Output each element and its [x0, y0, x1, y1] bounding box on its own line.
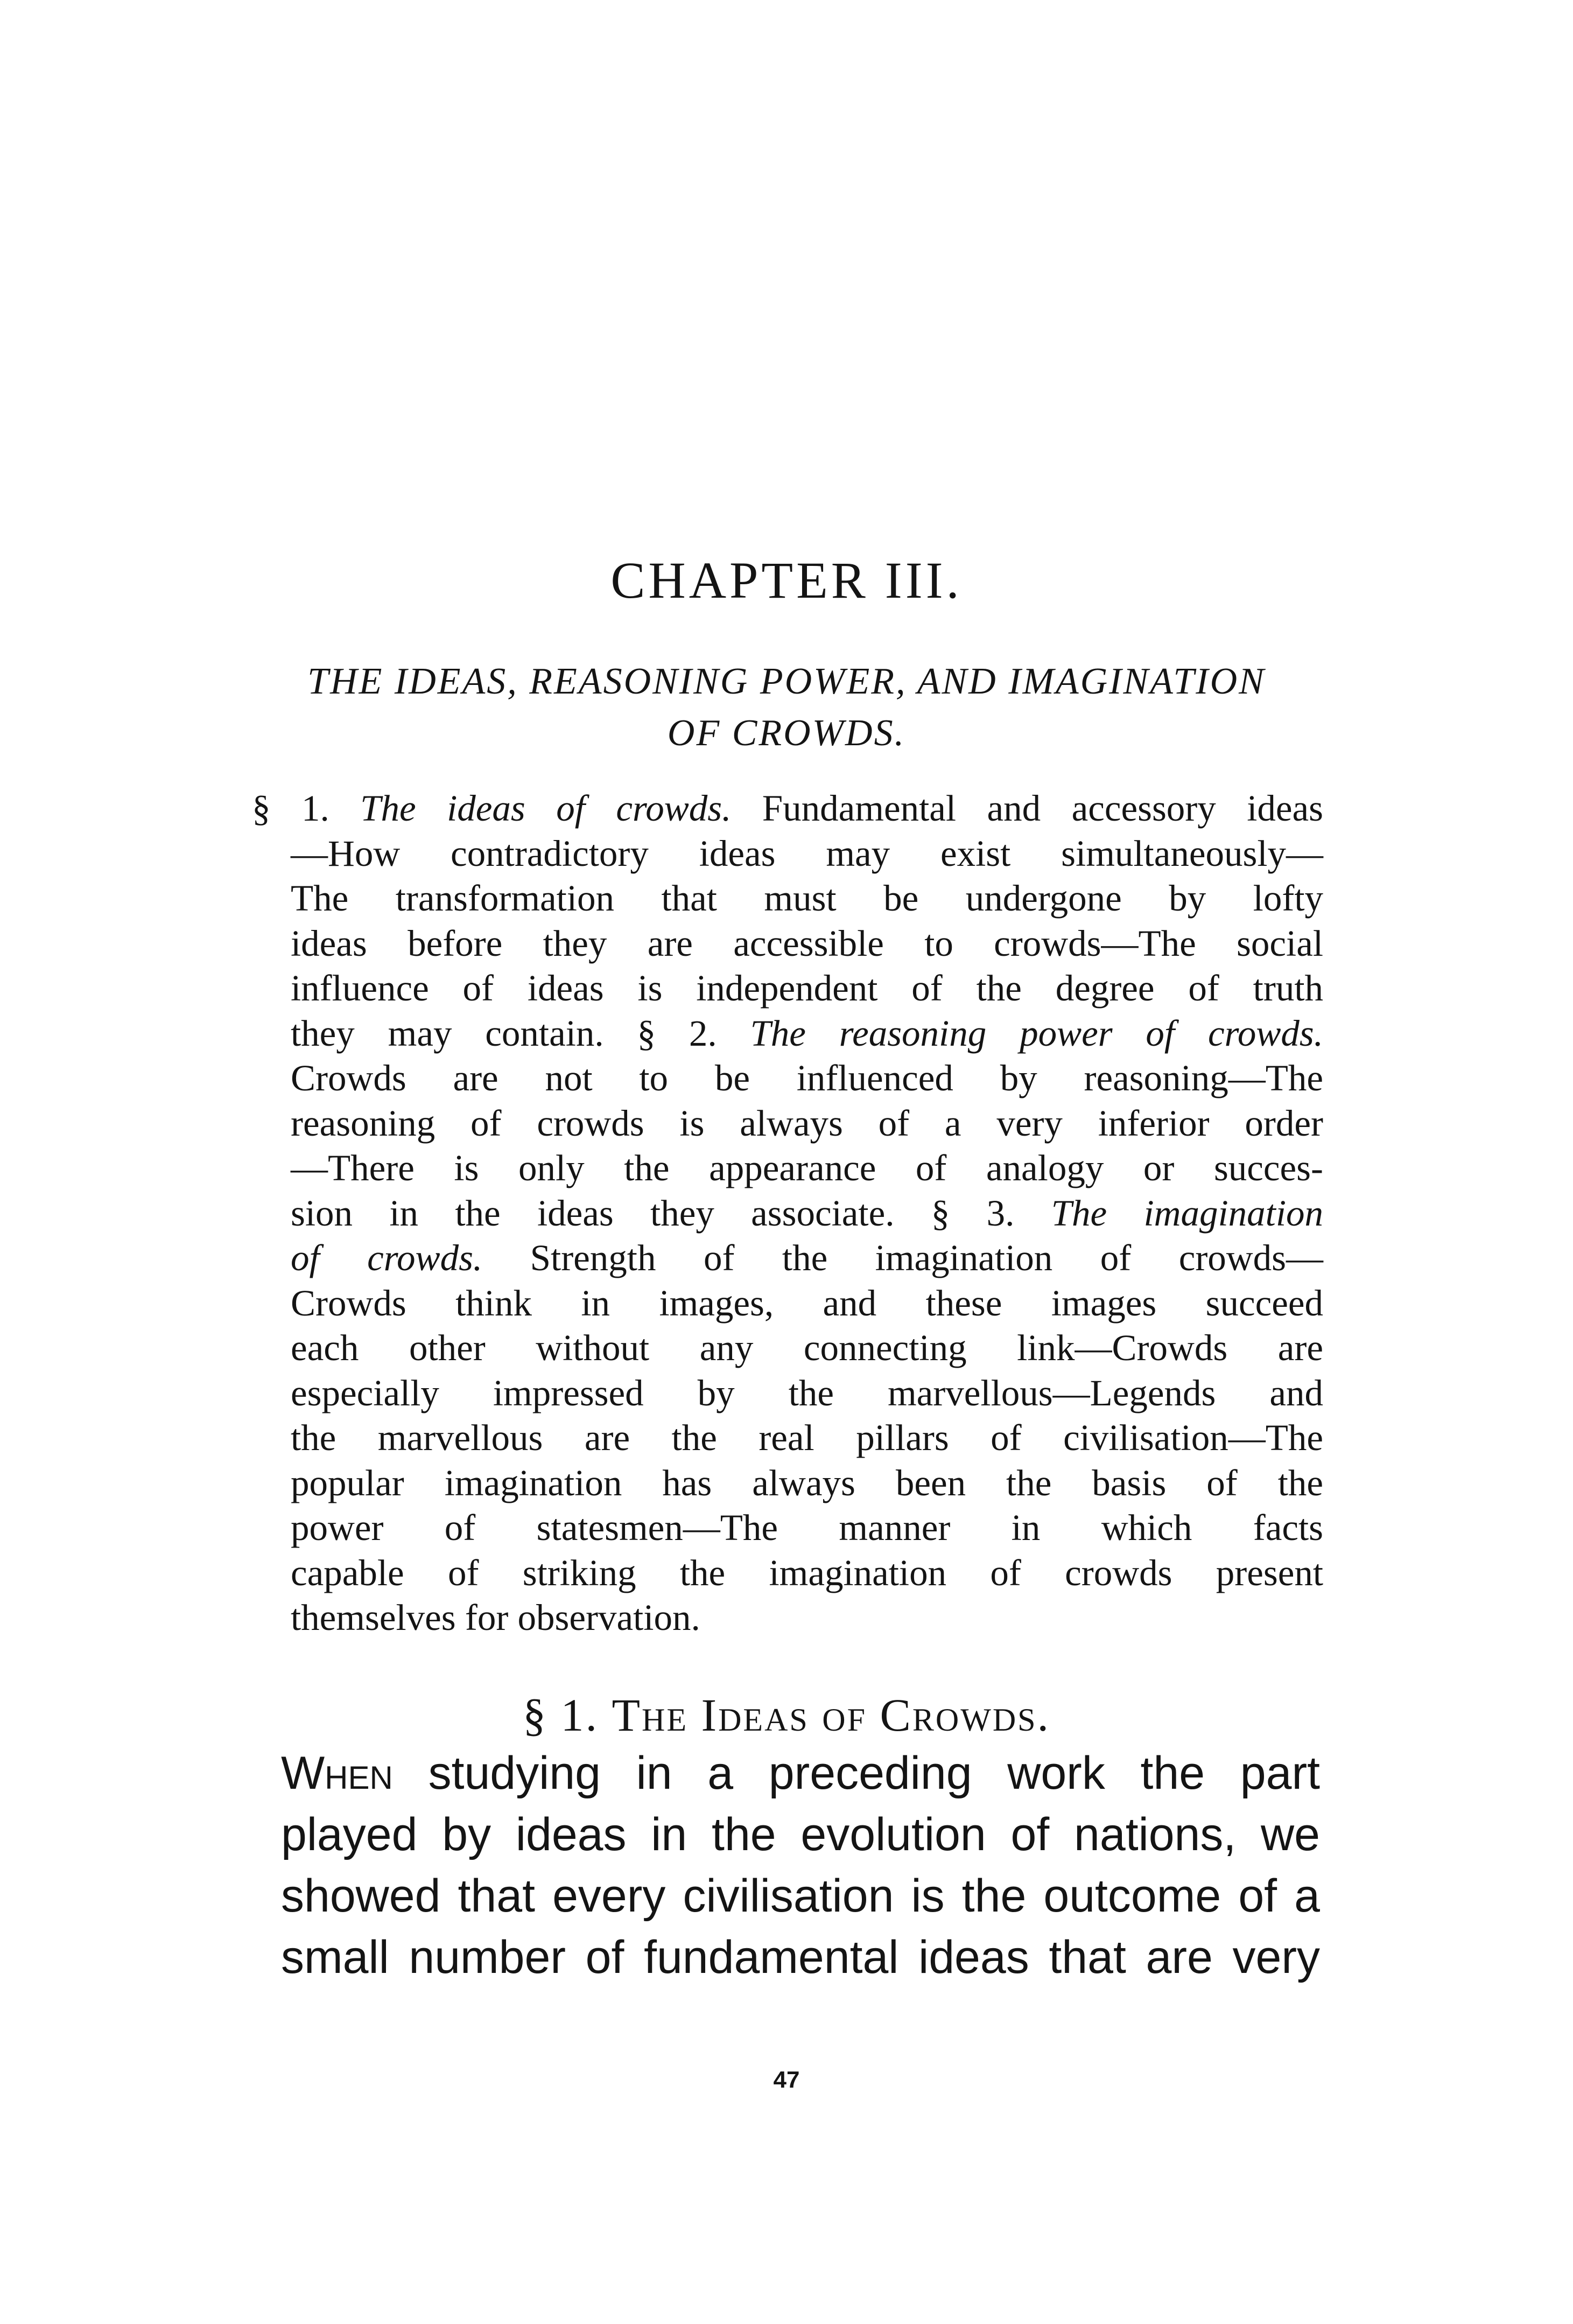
body-text — [281, 1742, 1320, 1988]
summary-topic-title: of crowds. — [291, 1237, 483, 1278]
summary-line — [291, 1056, 1323, 1101]
summary-line — [252, 786, 1323, 831]
body-line: showed that every civilisation is the outcome of a — [281, 1870, 1320, 1922]
summary-text: reasoning of crowds is always of a very inferior order — [291, 1102, 1323, 1144]
summary-text: especially impressed by the marvellous—Legends and — [291, 1372, 1323, 1413]
summary-text: Crowds think in images, and these images succeed — [291, 1282, 1323, 1324]
summary-line — [291, 966, 1323, 1011]
summary-text: the marvellous are the real pillars of civilisation—The — [291, 1417, 1323, 1458]
summary-text: —How contradictory ideas may exist simultaneously— — [291, 832, 1323, 874]
summary-line — [291, 1416, 1323, 1461]
summary-topic-title: The reasoning power of crowds. — [750, 1012, 1323, 1054]
chapter-summary — [252, 786, 1324, 1641]
summary-line — [291, 921, 1323, 967]
summary-line — [291, 1595, 1323, 1641]
summary-line — [291, 1101, 1323, 1146]
summary-text: —There is only the appearance of analogy or succes- — [291, 1147, 1323, 1188]
summary-line — [291, 1506, 1323, 1551]
summary-line — [291, 1551, 1323, 1596]
page-number: 47 — [773, 2067, 800, 2093]
summary-text: themselves for observation. — [291, 1597, 700, 1638]
summary-line — [291, 831, 1323, 877]
chapter-subtitle-line-1: THE IDEAS, REASONING POWER, AND IMAGINATION — [307, 661, 1266, 702]
summary-line — [291, 1281, 1323, 1326]
chapter-subtitle-line-2: OF CROWDS. — [667, 712, 906, 754]
body-line — [281, 1742, 1320, 1804]
summary-text: influence of ideas is independent of the degree of truth — [291, 968, 1323, 1009]
summary-text: § 1. — [252, 788, 361, 829]
summary-text: Strength of the imagination of crowds— — [482, 1237, 1323, 1278]
summary-text: sion in the ideas they associate. § 3. — [291, 1192, 1051, 1234]
summary-text: they may contain. § 2. — [291, 1012, 750, 1054]
summary-topic-title: The imagination — [1051, 1192, 1324, 1234]
body-line: small number of fundamental ideas that are very — [281, 1931, 1320, 1983]
summary-text: power of statesmen—The manner in which facts — [291, 1507, 1323, 1548]
summary-line — [291, 1146, 1323, 1191]
chapter-title: CHAPTER III. — [610, 551, 963, 609]
summary-text: capable of striking the imagination of crowds present — [291, 1552, 1323, 1593]
summary-text: Fundamental and accessory ideas — [731, 788, 1323, 829]
summary-text: ideas before they are accessible to crowds—The social — [291, 922, 1323, 964]
summary-line — [291, 1326, 1323, 1371]
summary-topic-title: The ideas of crowds. — [360, 788, 732, 829]
summary-line — [291, 1191, 1323, 1236]
summary-line — [291, 1461, 1323, 1506]
summary-text: The transformation that must be undergone by lofty — [291, 878, 1323, 919]
chapter-subtitle — [0, 656, 1573, 759]
summary-text: popular imagination has always been the basis of the — [291, 1462, 1323, 1503]
section-heading — [0, 1689, 1573, 1741]
drop-word: When — [281, 1747, 393, 1799]
body-line-1-text: studying in a preceding work the part — [392, 1747, 1320, 1799]
summary-line — [291, 1236, 1323, 1281]
summary-line — [291, 876, 1323, 921]
summary-line — [291, 1011, 1323, 1056]
summary-line — [291, 1371, 1323, 1416]
section-title: The Ideas of Crowds. — [612, 1689, 1051, 1741]
body-line: played by ideas in the evolution of nations, we — [281, 1809, 1320, 1860]
summary-text: each other without any connecting link—Crowds are — [291, 1327, 1323, 1368]
section-number: § 1. — [522, 1689, 612, 1741]
summary-text: Crowds are not to be influenced by reasoning—The — [291, 1058, 1323, 1098]
